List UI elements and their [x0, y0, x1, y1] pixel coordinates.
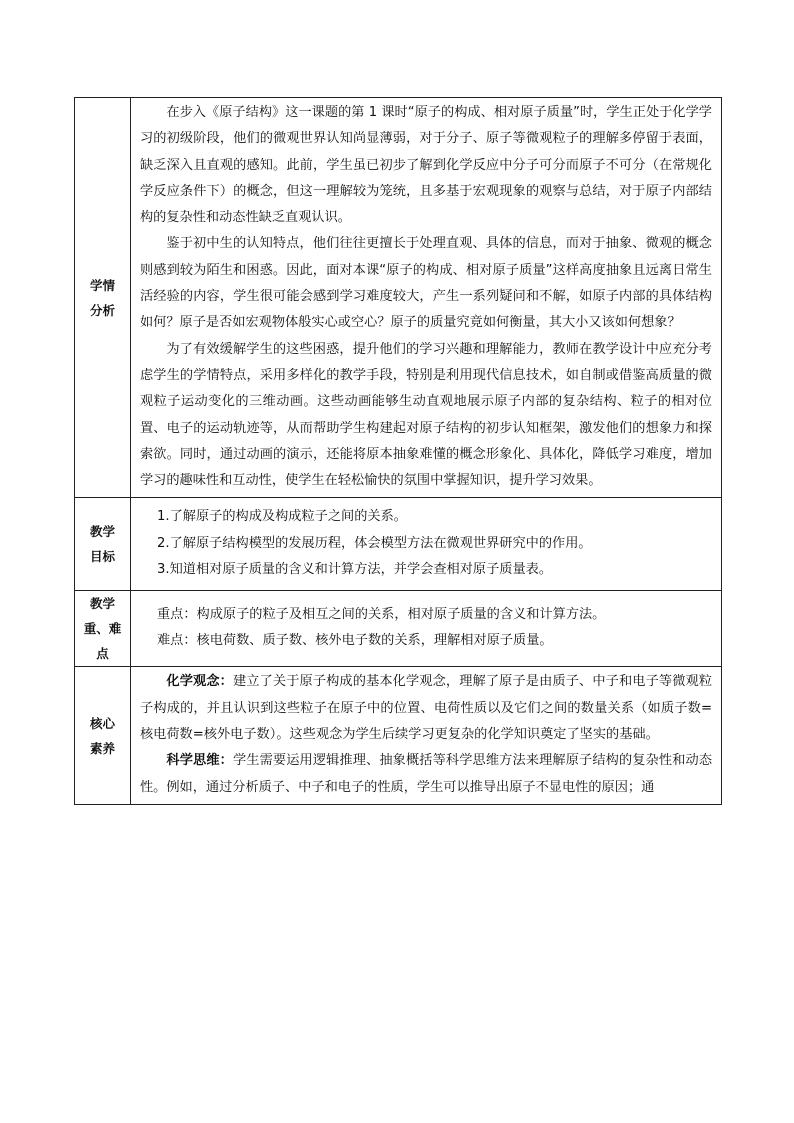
- literacy-row: [75, 667, 722, 804]
- analysis-paragraph-2: 鉴于初中生的认知特点，他们往往更擅长于处理直观、具体的信息，而对于抽象、微观的概念则感到较为陌生和困惑。因此，面对本课“原子的构成、相对原子质量”这样高度抽象且远离日常生活经验的内容，学生很可能会感到学习难度较大，产生一系列疑问和不解，如原子内部的具体结构如何？原子是否如宏观物体般实心或空心？原子的质量究竟如何衡量，其大小又该如何想象？: [140, 236, 712, 331]
- objective-item-3: 3.知道相对原子质量的含义和计算方法，并学会查相对原子质量表。: [157, 562, 553, 578]
- objectives-label-line1: 教学: [89, 524, 115, 540]
- analysis-row: [75, 98, 722, 498]
- key-points-content: [131, 591, 722, 667]
- key-point-text: 重点：构成原子的粒子及相互之间的关系，相对原子质量的含义和计算方法。: [157, 607, 606, 623]
- analysis-label-line1: 学情: [89, 277, 115, 293]
- analysis-paragraph-3: 为了有效缓解学生的这些困惑，提升他们的学习兴趣和理解能力，教师在教学设计中应充分考虑学生的学情特点，采用多样化的教学手段，特别是利用现代信息技术，如自制或借鉴高质量的微观粒子运动变化的三维动画。这些动画能够生动直观地展示原子内部的复杂结构、粒子的相对位置、电子的运动轨迹等，从而帮助学生构建起对原子结构的初步认知框架，激发他们的想象力和探索欲。同时，通过动画的演示，还能将原本抽象难懂的概念形象化、具体化，降低学习难度，增加学习的趣味性和互动性，使学生在轻松愉快的氛围中掌握知识，提升学习效果。: [140, 341, 712, 489]
- key-points-label-line1: 教学: [89, 596, 115, 612]
- key-points-label-line3: 点: [96, 646, 109, 662]
- objective-item-1: 1.了解原子的构成及构成粒子之间的关系。: [157, 509, 407, 525]
- objective-item-2: 2.了解原子结构模型的发展历程，体会模型方法在微观世界研究中的作用。: [157, 535, 592, 551]
- analysis-label-line2: 分析: [89, 302, 115, 318]
- analysis-paragraph-1: 在步入《原子结构》这一课题的第 1 课时“原子的构成、相对原子质量”时，学生正处于化学学习的初级阶段，他们的微观世界认知尚显薄弱，对于分子、原子等微观粒子的理解多停留于表面，缺乏深入且直观的感知。此前，学生虽已初步了解到化学反应中分子可分而原子不可分（在常规化学反应条件下）的概念，但这一理解较为笼统，且多基于宏观现象的观察与总结，对于原子内部结构的复杂性和动态性缺乏直观认识。: [140, 105, 712, 226]
- objectives-row: [75, 498, 722, 591]
- key-points-label-line2: 重、难: [83, 621, 122, 637]
- thinking-text: 学生需要运用逻辑推理、抽象概括等科学思维方法来理解原子结构的复杂性和动态性。例如，通过分析质子、中子和电子的性质，学生可以推导出原子不显电性的原因；通: [140, 753, 713, 795]
- literacy-concept-paragraph: [140, 669, 712, 748]
- objectives-content: [131, 498, 722, 591]
- objectives-label: [75, 498, 131, 591]
- literacy-label-line2: 素养: [89, 740, 115, 756]
- concept-text: 建立了关于原子构成的基本化学观念，理解了原子是由质子、中子和电子等微观粒子构成的，并且认识到这些粒子在原子中的位置、电荷性质以及它们之间的数量关系（如质子数=核电荷数=核外电子数）。这些观念为学生后续学习更复杂的化学知识奠定了坚实的基础。: [140, 674, 713, 742]
- literacy-label-line1: 核心: [89, 715, 115, 731]
- analysis-content: [131, 98, 722, 498]
- difficulty-text: 难点：核电荷数、质子数、核外电子数的关系，理解相对原子质量。: [157, 633, 553, 649]
- literacy-label: [75, 667, 131, 804]
- literacy-thinking-paragraph: [140, 748, 712, 801]
- lesson-plan-table: [74, 97, 722, 805]
- literacy-content: [131, 667, 722, 804]
- analysis-label: [75, 98, 131, 498]
- thinking-title: 科学思维：: [166, 753, 233, 769]
- concept-title: 化学观念：: [166, 674, 233, 690]
- key-points-row: [75, 591, 722, 667]
- key-points-label: [75, 591, 131, 667]
- objectives-label-line2: 目标: [89, 549, 115, 565]
